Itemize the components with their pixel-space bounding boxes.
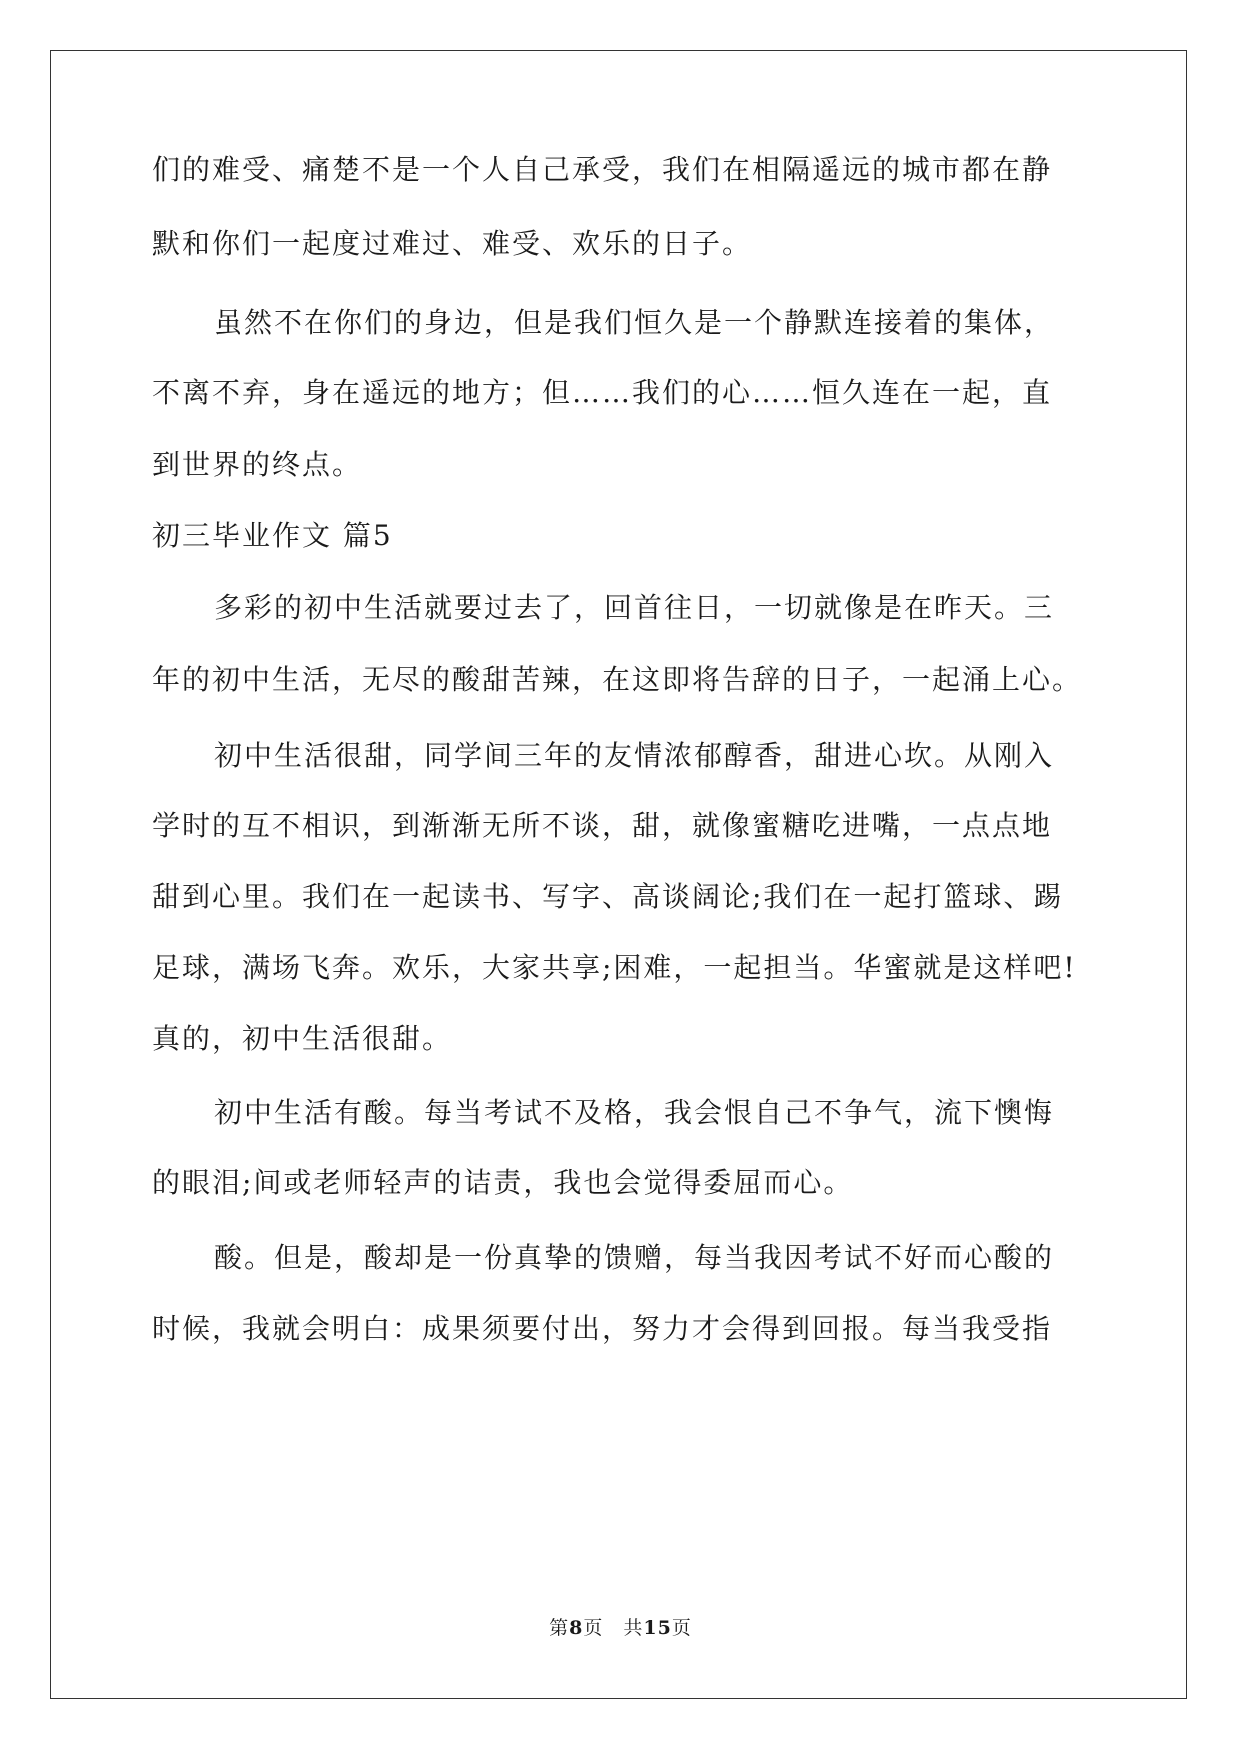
text-line: 们的难受、痛楚不是一个人自己承受，我们在相隔遥远的城市都在静	[152, 153, 1053, 186]
text-line: 默和你们一起度过难过、难受、欢乐的日子。	[152, 227, 753, 260]
page-footer	[0, 1616, 1241, 1640]
text-line: 初中生活有酸。每当考试不及格，我会恨自己不争气，流下懊悔	[214, 1096, 1055, 1129]
text-line: 时候，我就会明白：成果须要付出，努力才会得到回报。每当我受指	[152, 1312, 1053, 1345]
text-line: 酸。但是，酸却是一份真挚的馈赠，每当我因考试不好而心酸的	[214, 1241, 1055, 1274]
footer-middle: 页 共	[583, 1617, 644, 1639]
page-border	[50, 50, 1187, 1699]
current-page-number: 8	[569, 1617, 584, 1639]
text-line: 足球，满场飞奔。欢乐，大家共享;困难，一起担当。华蜜就是这样吧!	[152, 951, 1077, 984]
footer-suffix: 页	[671, 1617, 692, 1639]
section-heading: 初三毕业作文 篇5	[152, 519, 393, 552]
text-line: 虽然不在你们的身边，但是我们恒久是一个静默连接着的集体，	[214, 306, 1055, 339]
text-line: 学时的互不相识，到渐渐无所不谈，甜，就像蜜糖吃进嘴，一点点地	[152, 809, 1053, 842]
footer-prefix: 第	[549, 1617, 570, 1639]
text-line: 初中生活很甜，同学间三年的友情浓郁醇香，甜进心坎。从刚入	[214, 739, 1055, 772]
total-page-number: 15	[643, 1617, 672, 1639]
text-line: 的眼泪;间或老师轻声的诘责，我也会觉得委屈而心。	[152, 1166, 854, 1199]
text-line: 到世界的终点。	[152, 448, 363, 481]
text-line: 甜到心里。我们在一起读书、写字、高谈阔论;我们在一起打篮球、踢	[152, 880, 1064, 913]
text-line: 真的，初中生活很甜。	[152, 1022, 453, 1055]
text-line: 不离不弃，身在遥远的地方；但……我们的心……恒久连在一起，直	[152, 376, 1053, 409]
text-line: 年的初中生活，无尽的酸甜苦辣，在这即将告辞的日子，一起涌上心。	[152, 663, 1083, 696]
text-line: 多彩的初中生活就要过去了，回首往日，一切就像是在昨天。三	[214, 591, 1055, 624]
